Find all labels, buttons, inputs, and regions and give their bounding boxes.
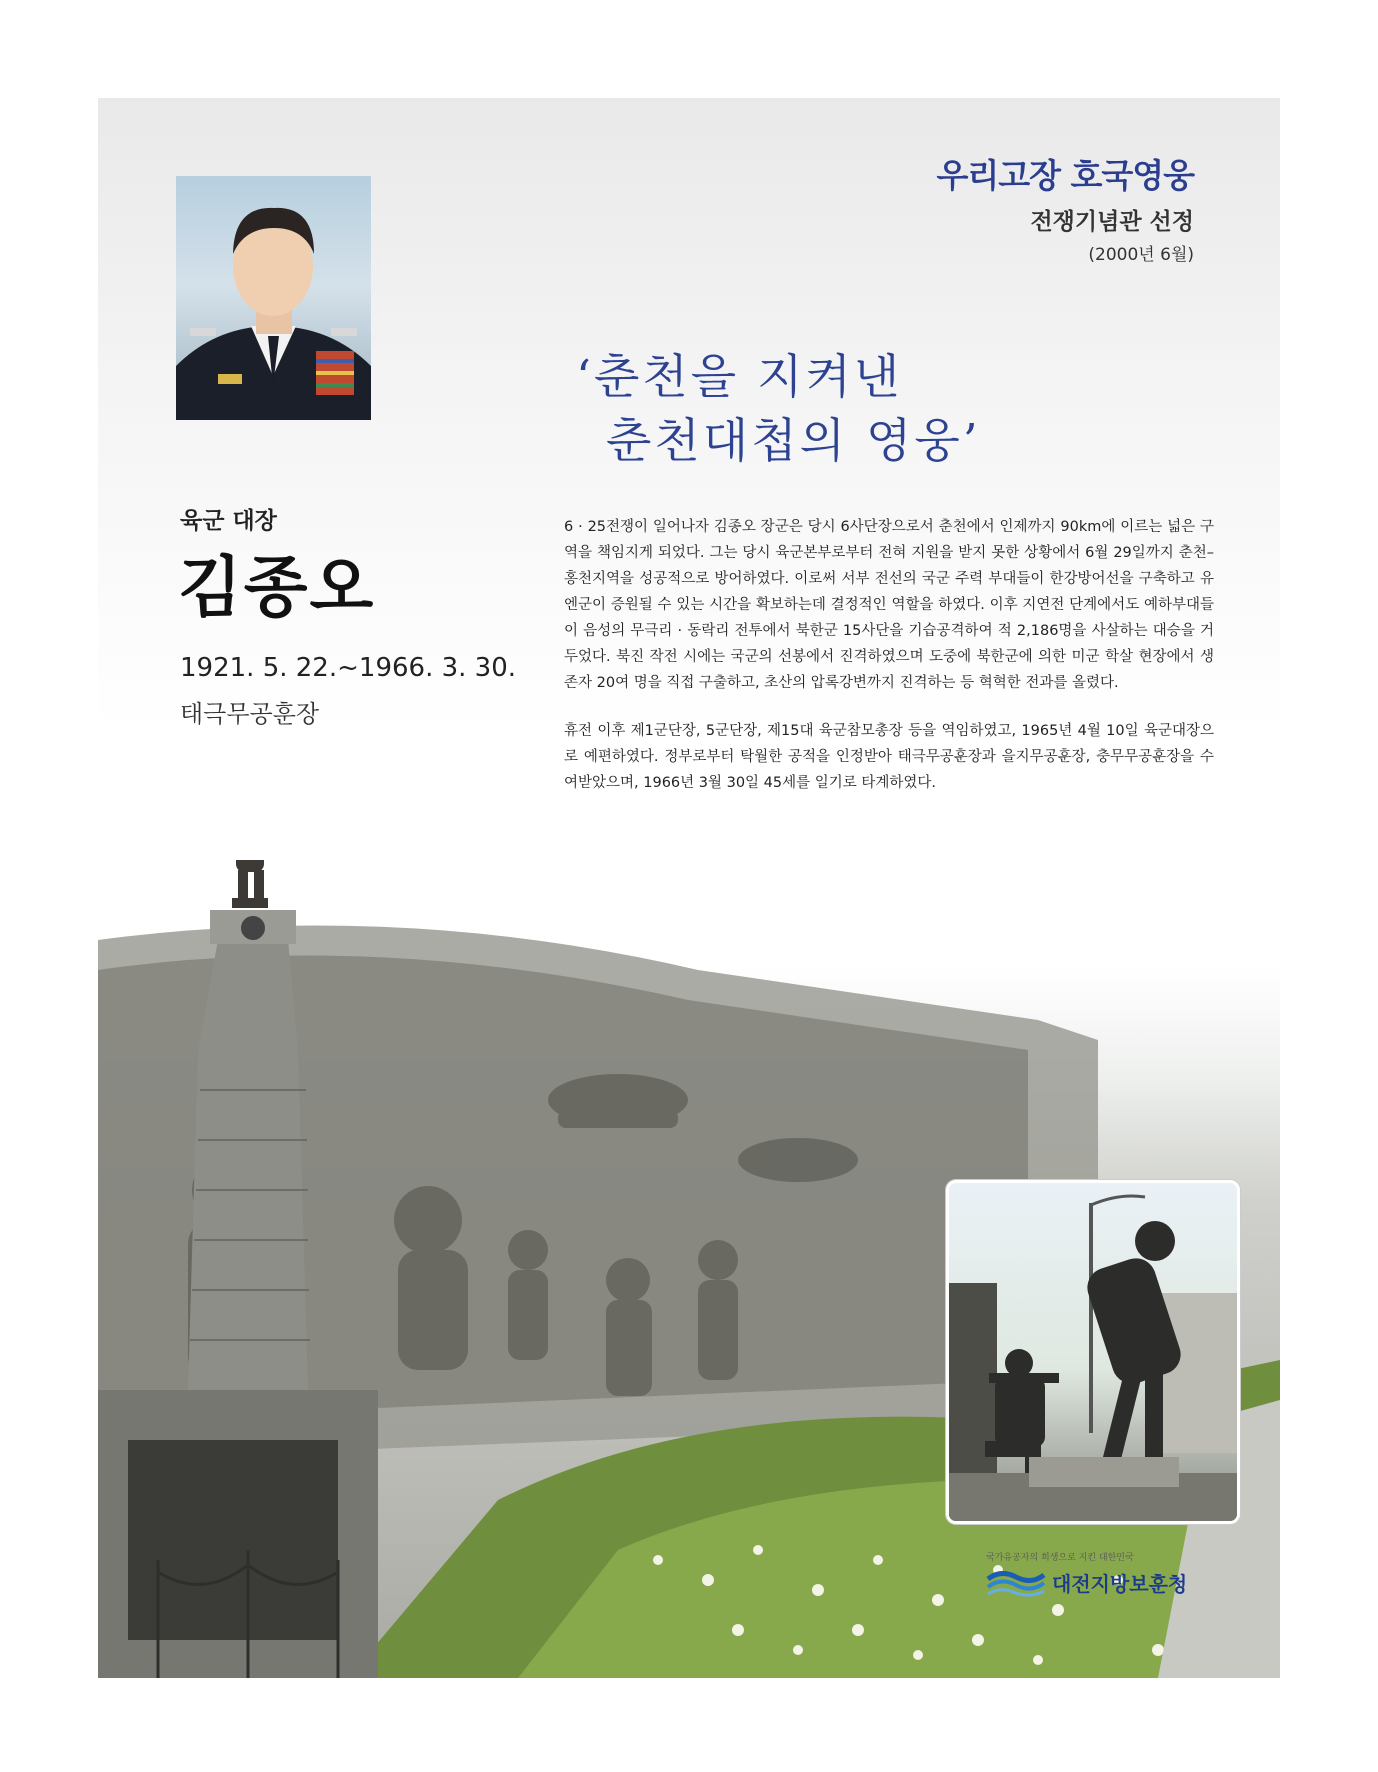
series-header (936, 150, 1194, 265)
hero-name: 김종오 (178, 549, 376, 626)
biography-paragraph-2: 휴전 이후 제1군단장, 5군단장, 제15대 육군참모총장 등을 역임하였고, 1965년 4월 10일 육군대장으로 예편하였다. 정부로부터 탁월한 공적을 인정받아 태극무공훈장과 을지무공훈장, 충무무공훈장을 수여받았으며, 1966년 3월 30일 45세를 일기로 타계하였다. (564, 723, 1214, 791)
agency-name: 대전지방보훈청 (1052, 1571, 1188, 1596)
portrait-illustration (176, 176, 371, 420)
series-subtitle: 전쟁기념관 선정 (1030, 209, 1194, 235)
life-dates: 1921. 5. 22.~1966. 3. 30. (180, 653, 517, 683)
headline-line-1: ‘춘천을 지켜낸 (576, 350, 903, 405)
soldier-statue-inset-photo (946, 1180, 1240, 1524)
soldier-statue-illustration (949, 1183, 1237, 1521)
poster (98, 98, 1280, 1678)
series-date: (2000년 6월) (1088, 245, 1194, 265)
headline-line-2: 춘천대첩의 영웅’ (606, 414, 981, 469)
agency-slogan: 국가유공자의 희생으로 지킨 대한민국 (986, 1553, 1134, 1563)
biography-paragraph-1: 6 · 25전쟁이 일어나자 김종오 장군은 당시 6사단장으로서 춘천에서 인제까지 90km에 이르는 넓은 구역을 책임지게 되었다. 그는 당시 육군본부로부터 전혀 지원을 받지 못한 상황에서 6월 29일까지 춘천–홍천지역을 성공적으로 방어하였다. 이로써 서부 전선의 국군 주력 부대들이 한강방어선을 구축하고 유엔군이 증원될 수 있는 시간을 확보하는데 결정적인 역할을 하였다. 이후 지연전 단계에서도 예하부대들이 음성의 무극리 · 동락리 전투에서 북한군 15사단을 기습공격하여 적 2,186명을 사살하는 대승을 거두었다. 북진 작전 시에는 국군의 선봉에서 진격하였으며 도중에 북한군에 의한 미군 학살 현장에서 생존자 20여 명을 직접 구출하고, 초산의 압록강변까지 진격하는 등 혁혁한 전과를 올렸다. (564, 519, 1214, 691)
agency-logo-block (986, 1550, 1187, 1597)
wave-emblem-icon (986, 1567, 1046, 1597)
biography-text (564, 514, 1214, 818)
agency-logo-row (986, 1567, 1187, 1597)
series-title: 우리고장 호국영웅 (936, 156, 1194, 195)
portrait-photo (176, 176, 371, 420)
headline (576, 346, 981, 474)
decoration: 태극무공훈장 (180, 700, 320, 728)
military-rank: 육군 대장 (180, 508, 277, 534)
